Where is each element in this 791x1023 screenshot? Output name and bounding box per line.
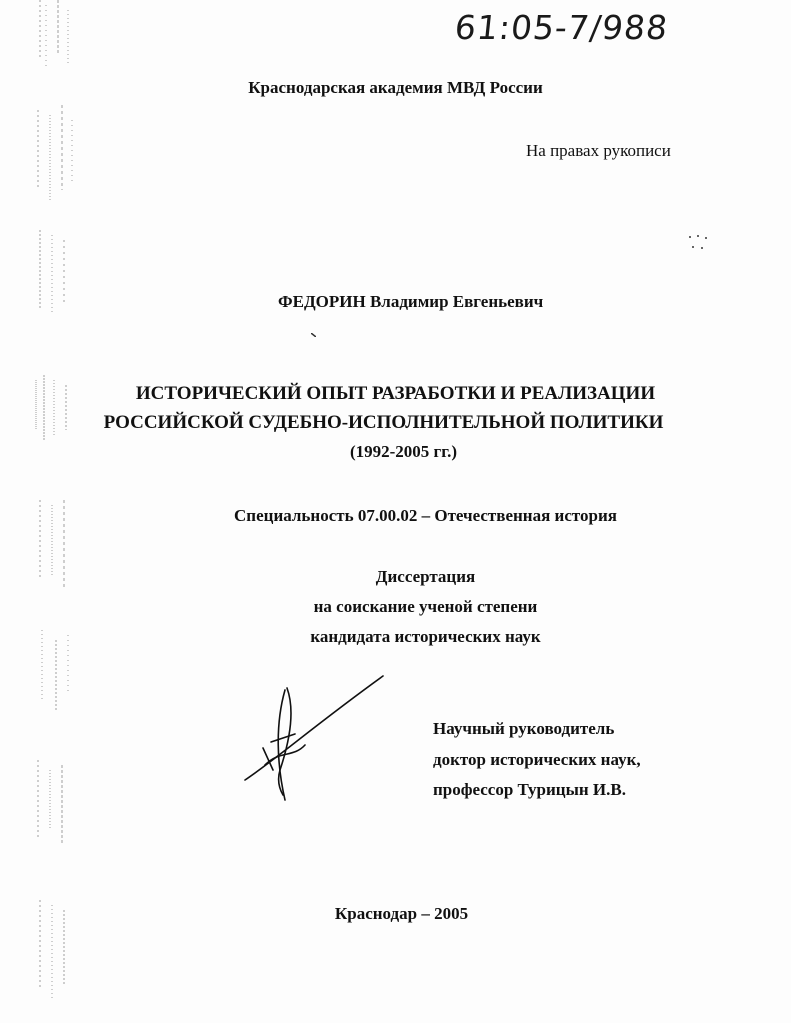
institution-name: Краснодарская академия МВД России: [248, 78, 543, 97]
place-and-year: Краснодар – 2005: [334, 904, 469, 923]
handwritten-signature: [235, 670, 395, 810]
advisor-line-2: доктор исторических наук,: [433, 750, 641, 769]
title-years: (1992-2005 гг.): [349, 442, 457, 461]
specialty: Специальность 07.00.02 – Отечественная история: [234, 506, 617, 525]
degree-line-2: на соискание ученой степени: [313, 597, 538, 616]
advisor-line-3: профессор Турицын И.В.: [433, 780, 626, 799]
scan-speckle: [683, 232, 713, 254]
degree-line-1: Диссертация: [375, 567, 476, 586]
degree-line-3: кандидата исторических наук: [310, 627, 541, 646]
handwritten-archive-code: 61:05-7/988: [452, 8, 671, 47]
title-line-2: РОССИЙСКОЙ СУДЕБНО-ИСПОЛНИТЕЛЬНОЙ ПОЛИТИКИ: [103, 412, 664, 433]
manuscript-note: На правах рукописи: [526, 141, 671, 160]
title-line-1: ИСТОРИЧЕСКИЙ ОПЫТ РАЗРАБОТКИ И РЕАЛИЗАЦИИ: [135, 383, 656, 404]
advisor-line-1: Научный руководитель: [433, 719, 615, 738]
scan-speckle-small: [311, 333, 316, 337]
author-name: ФЕДОРИН Владимир Евгеньевич: [278, 292, 544, 311]
